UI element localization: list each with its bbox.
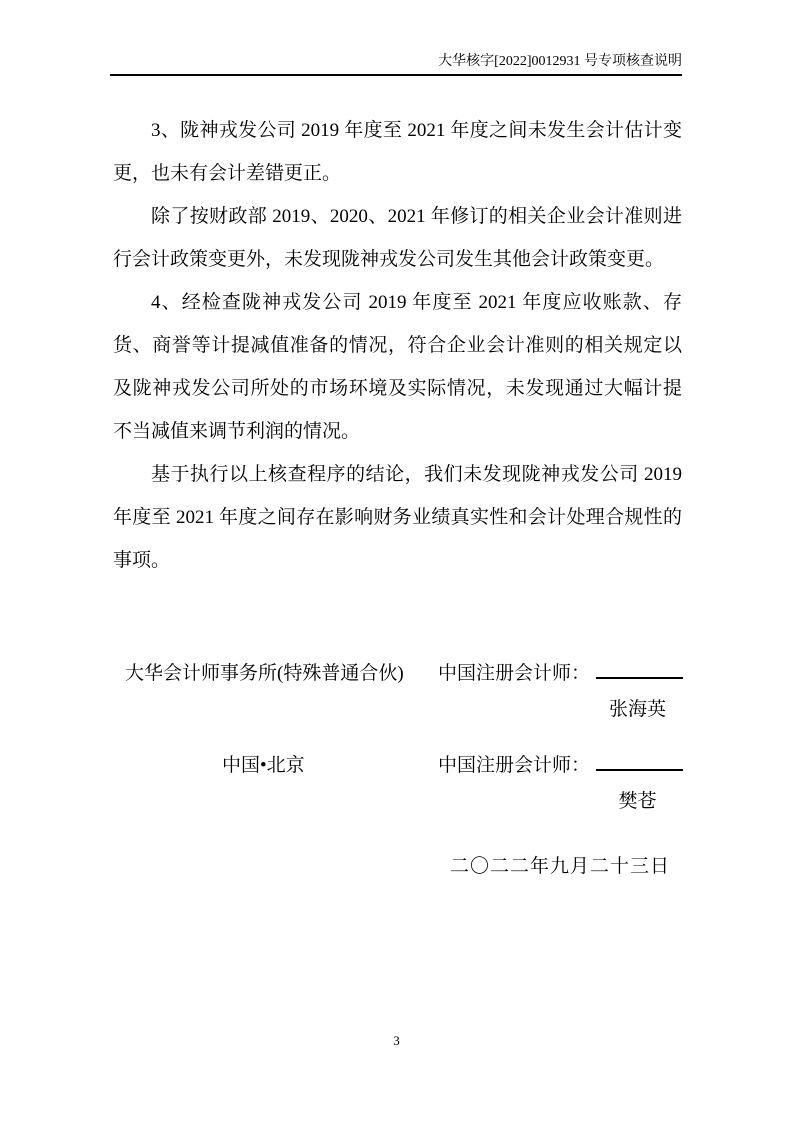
cpa-line-1 [438, 660, 684, 688]
signature-underline-2 [596, 757, 683, 771]
paragraph-impairment-provisions: 4、经检查陇神戎发公司 2019 年度至 2021 年度应收账款、存货、商誉等计提减值准备的情况，符合企业会计准则的相关规定以及陇神戎发公司所处的市场环境及实际情况，未发现通过大幅计提不当减值来调节利润的情况。 [113, 292, 682, 442]
signature-row-firm [113, 660, 682, 724]
signature-underline-1 [596, 665, 683, 679]
document-reference: 大华核字[2022]0012931 号专项核查说明 [438, 54, 682, 69]
audit-firm-name: 大华会计师事务所(特殊普通合伙) [125, 663, 404, 684]
signature-date: 二〇二二年九月二十三日 [449, 856, 670, 877]
paragraph-conclusion: 基于执行以上核查程序的结论，我们未发现陇神戎发公司 2019 年度至 2021 年度之间存在影响财务业绩真实性和会计处理合规性的事项。 [113, 464, 682, 571]
page-header [110, 0, 682, 76]
paragraph-policy-changes: 除了按财政部 2019、2020、2021 年修订的相关企业会计准则进行会计政策变更外，未发现陇神戎发公司发生其他会计政策变更。 [113, 206, 682, 270]
document-body [113, 109, 682, 582]
cpa-signature-block-1 [438, 660, 684, 724]
cpa-name-1: 张海英 [608, 699, 666, 720]
cpa-line-2 [438, 752, 684, 780]
cpa-signature-block-2 [438, 752, 684, 816]
paragraph-accounting-estimates: 3、陇神戎发公司 2019 年度至 2021 年度之间未发生会计估计变更，也未有会计差错更正。 [113, 120, 682, 184]
cpa-name-2: 樊苍 [618, 791, 657, 812]
signature-row-location [113, 752, 682, 816]
page-number: 3 [393, 1033, 400, 1048]
firm-location: 中国•北京 [222, 755, 305, 776]
cpa-label-2: 中国注册会计师： [438, 755, 591, 776]
cpa-label-1: 中国注册会计师： [438, 663, 591, 684]
signature-section [113, 660, 682, 881]
page-footer [0, 1033, 793, 1049]
